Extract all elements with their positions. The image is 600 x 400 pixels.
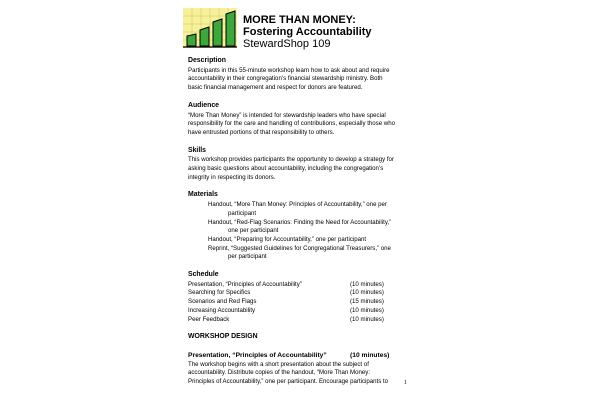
schedule-time: (10 minutes) xyxy=(350,306,384,314)
schedule-row xyxy=(188,298,420,307)
presentation-line: accountability. Distribute copies of the handout, “More Than Money: xyxy=(188,369,371,377)
schedule-item: Searching for Specifics xyxy=(188,289,251,297)
schedule-time: (10 minutes) xyxy=(350,289,384,297)
subtitle: StewardShop 109 xyxy=(243,38,331,50)
materials-item: Handout, “More Than Money: Principles of Accountability,” one per xyxy=(208,201,387,209)
materials-item: Handout, “Preparing for Accountability,” one per participant xyxy=(208,235,367,243)
description-section xyxy=(188,57,420,93)
materials-item-continued: one per participant xyxy=(228,227,279,235)
schedule-row xyxy=(188,316,420,325)
audience-line: have entrusted portions of that responsibility to others. xyxy=(188,128,335,136)
materials-heading: Materials xyxy=(188,191,218,199)
audience-line: “More Than Money” is intended for stewardship leaders who have special xyxy=(188,111,386,119)
schedule-time: (10 minutes) xyxy=(350,280,384,288)
materials-item: Reprint, “Suggested Guidelines for Congregational Treasurers,” one xyxy=(208,244,391,252)
bar-chart-clipart-icon xyxy=(183,8,237,48)
schedule-item: Presentation, “Principles of Accountability” xyxy=(188,280,302,288)
audience-line: responsibility for the care and handling of contributions, especially those who xyxy=(188,120,395,128)
audience-heading: Audience xyxy=(188,101,220,109)
schedule-time: (10 minutes) xyxy=(350,315,384,323)
skills-section xyxy=(188,147,420,183)
presentation-title: Presentation, “Principles of Accountability” xyxy=(188,351,327,359)
materials-section xyxy=(188,191,420,262)
document-body xyxy=(188,57,420,396)
description-heading: Description xyxy=(188,57,226,64)
description-line: basic financial management and respect for donors are featured. xyxy=(188,84,363,92)
presentation-line: The workshop begins with a short presentation about the subject of xyxy=(188,360,369,368)
schedule-heading: Schedule xyxy=(188,271,219,279)
title-line-2: Fostering Accountability xyxy=(243,26,372,38)
presentation-time: (10 minutes) xyxy=(350,351,390,359)
skills-line: integrity in respecting its donors. xyxy=(188,173,276,181)
materials-item-continued: participant xyxy=(228,209,257,217)
page-number: 1 xyxy=(404,380,407,386)
document-title-block xyxy=(243,14,372,50)
schedule-item: Increasing Accountability xyxy=(188,306,256,314)
materials-item: Handout, “Red-Flag Scenarios: Finding the Need for Accountability,” xyxy=(208,218,392,226)
schedule-row xyxy=(188,281,420,290)
workshop-design-heading: WORKSHOP DESIGN xyxy=(188,333,258,341)
schedule-item: Scenarios and Red Flags xyxy=(188,298,257,306)
audience-section xyxy=(188,102,420,138)
skills-heading: Skills xyxy=(188,146,207,154)
description-line: accountability in their congregation’s financial stewardship ministry. Both xyxy=(188,75,383,83)
presentation-section xyxy=(188,352,420,387)
materials-item-continued: per participant xyxy=(228,253,267,261)
schedule-row xyxy=(188,307,420,316)
skills-line: asking basic questions about accountability, including the congregation’s xyxy=(188,165,384,173)
schedule-item: Peer Feedback xyxy=(188,315,230,323)
schedule-time: (15 minutes) xyxy=(350,298,384,306)
description-line: Participants in this 55-minute workshop learn how to ask about and require xyxy=(188,66,390,74)
schedule-section xyxy=(188,271,420,324)
presentation-line: Principles of Accountability,” one per participant. Encourage participants to xyxy=(188,378,389,386)
schedule-row xyxy=(188,289,420,298)
title-line-1: MORE THAN MONEY: xyxy=(243,14,356,26)
skills-line: This workshop provides participants the opportunity to develop a strategy for xyxy=(188,156,394,164)
presentation-heading xyxy=(188,352,420,361)
